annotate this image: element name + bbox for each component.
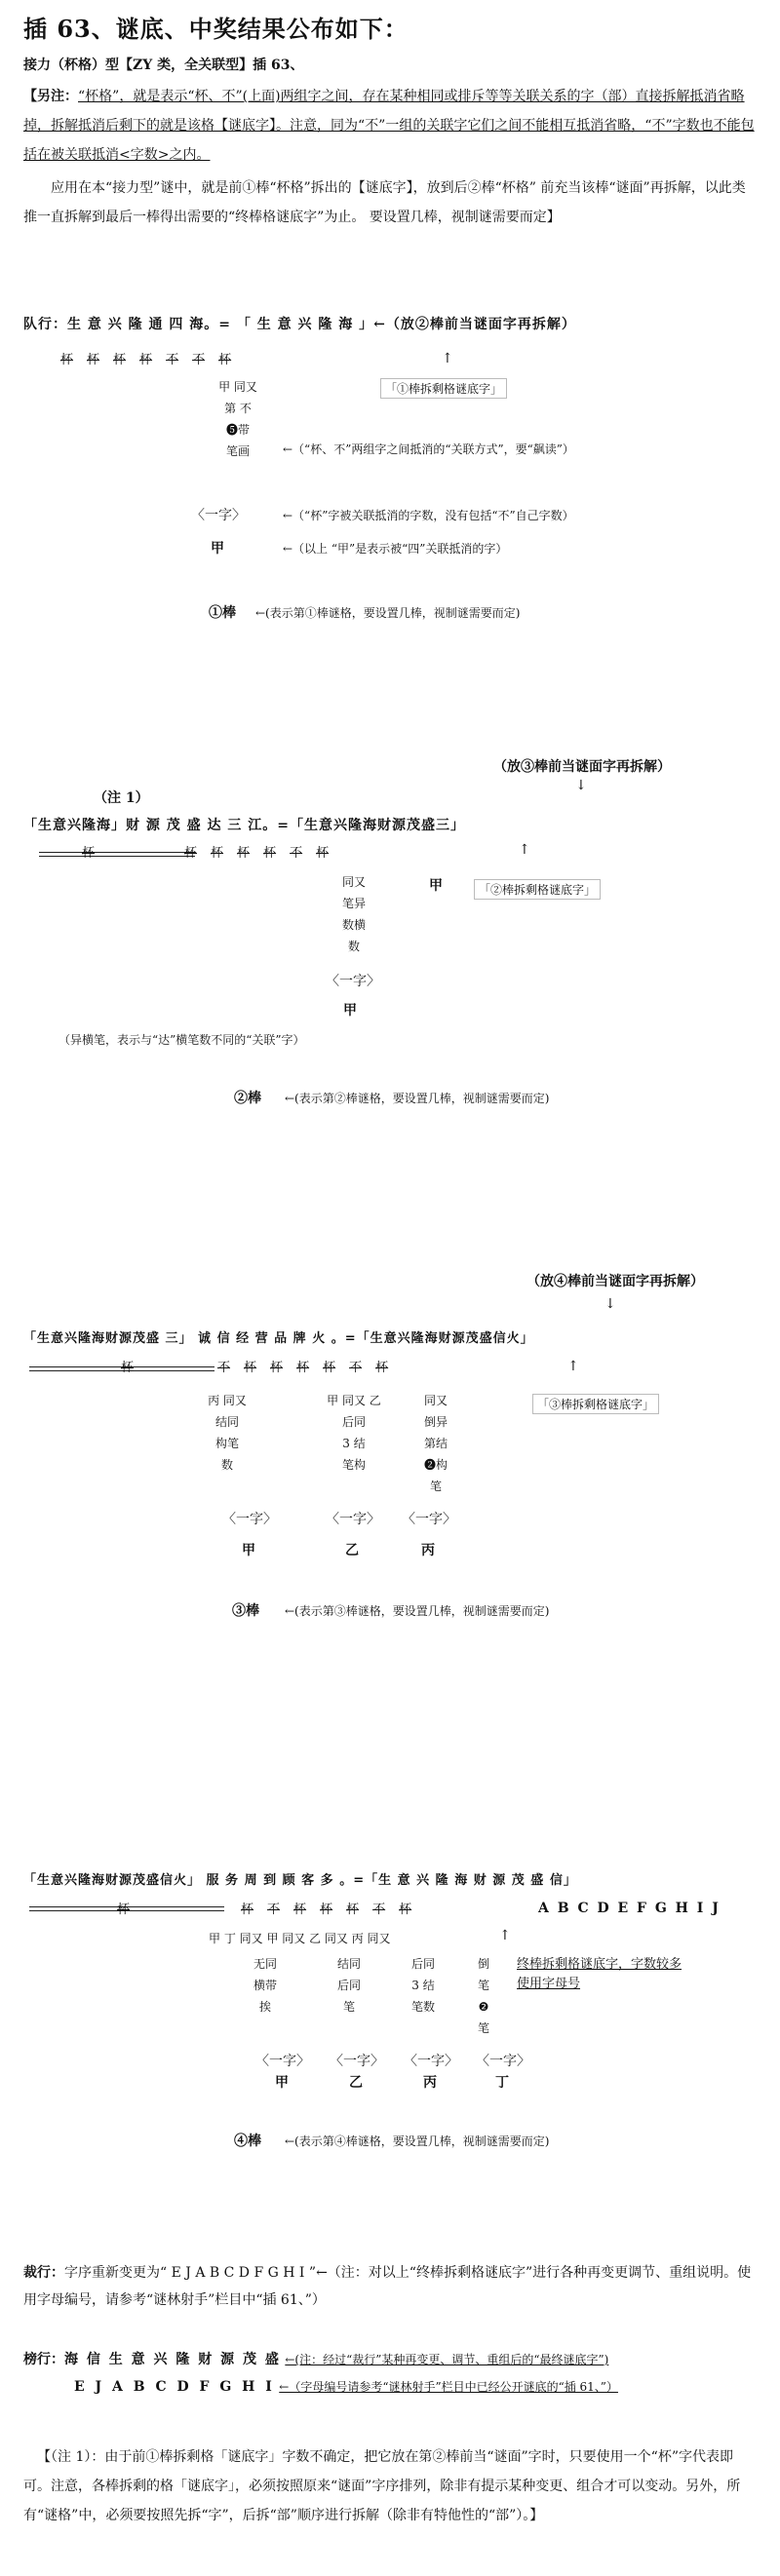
bang-note-2: ←（字母编号请参考“谜林射手”栏目中已经公开谜底的“插 61、”）: [279, 2380, 618, 2394]
s1-strike: 杯: [139, 353, 153, 367]
s3-col: [410, 1390, 462, 1497]
cai-text: 字序重新变更为“ E J A B C D F G H I ”←（注：对以上“终棒拆剩格谜底字”进行各种再变更调节、重组说明。使用字母编号，请参考“谜林射手”栏目中“插 61、”）: [23, 2265, 752, 2308]
s3-col: [310, 1390, 398, 1476]
s4-yizi: 〈一字〉: [255, 2054, 310, 2069]
s4-lead: 「生意兴隆海财源茂盛信火」 服 务 周 到 顾 客 多 。=「生 意 兴 隆 海 财 源 茂 盛 信」: [23, 1873, 577, 1888]
s1-strike: 杯: [87, 353, 100, 367]
s1-note-2: ←（“杯”字被关联抵消的字数，没有包括“不”自己字数）: [283, 509, 574, 522]
down-arrow: ↓: [575, 778, 587, 793]
s4-strike: 杯: [399, 1903, 412, 1917]
s2-row: 数横: [341, 918, 366, 932]
s4-cell: 笔: [477, 1979, 489, 1992]
s2-top-note: （放③棒前当谜面字再拆解）: [493, 759, 671, 775]
s1-strike: 不: [166, 353, 179, 367]
bang-line-2: [74, 2378, 618, 2395]
s3-yizi: 〈一字〉: [402, 1512, 456, 1527]
s4-yizi: 〈一字〉: [476, 2054, 530, 2069]
bang-label: 榜行：: [23, 2352, 64, 2367]
s4-end-note: ←(表示第④棒谜格，要设置几棒，视制谜需要而定): [285, 2134, 550, 2148]
s1-lead: 队行：生 意 兴 隆 通 四 海。= 「 生 意 兴 隆 海 」←（放②棒前当谜面字再拆解）: [23, 317, 576, 332]
s3-cell: 丙 同又: [208, 1394, 247, 1407]
s3-strike: 杯: [323, 1361, 336, 1375]
s4-letters: A B C D E F G H I J: [538, 1901, 721, 1916]
s4-col: [394, 1953, 452, 2018]
s4-cell: 后同: [336, 1979, 361, 1992]
s2-lead: 「生意兴隆海」财 源 茂 盛 达 三 江。=「生意兴隆海财源茂盛三」: [23, 818, 465, 833]
s3-cell: 甲 同又 乙: [327, 1394, 381, 1407]
s4-col: [330, 1953, 369, 2018]
s4-cell: 笔: [342, 2000, 355, 2014]
s4-cell: 无同: [253, 1957, 277, 1971]
s3-cell: 第结: [423, 1437, 448, 1450]
s2-strike: 杯: [237, 846, 251, 861]
s3-strike: 不: [349, 1361, 363, 1375]
s2-strike: 杯: [316, 846, 330, 861]
s2-rows: [330, 871, 378, 957]
s3-end-note: ←(表示第③棒谜格，要设置几棒，视制谜需要而定): [285, 1604, 550, 1618]
s1-end: ①棒: [209, 605, 236, 621]
s3-cell: 数: [220, 1458, 233, 1472]
s4-cell: 笔数: [410, 2000, 435, 2014]
s4-strike: 杯: [117, 1903, 131, 1917]
bang-line: [23, 2349, 608, 2368]
s1-strikes: [60, 349, 245, 367]
s3-cell: 后同: [341, 1415, 366, 1429]
s2-end-note: ←(表示第②棒谜格，要设置几棒，视制谜需要而定): [285, 1092, 550, 1105]
s3-name: 丙: [421, 1543, 435, 1558]
s3-strike: 不: [217, 1361, 231, 1375]
s2-strikes: [82, 842, 342, 861]
s2-row: 同又: [341, 875, 366, 889]
s4-col: [246, 1953, 285, 2018]
s1-strike: 杯: [218, 353, 232, 367]
note-text: “杯格”，就是表示“杯、不”(上面)两组字之间，存在某种相同或排斥等等关联关系的字（部）直接拆解抵消省略掉，拆解抵消后剩下的就是该格【谜底字】。注意，同为“不”一组的关联字它们之间不能相互抵消省略，“不”字数也不能包括在被关联抵消<字数>之内。: [23, 89, 755, 163]
s4-strike: 不: [267, 1903, 281, 1917]
s4-name: 丙: [423, 2075, 437, 2091]
s4-cell: 挨: [258, 2000, 271, 2014]
s3-name: 甲: [242, 1543, 255, 1558]
s1-strike: 杯: [60, 353, 74, 367]
s3-yizi: 〈一字〉: [222, 1512, 277, 1527]
s1-row: ❺带: [225, 423, 250, 437]
s1-end-note: ←(表示第①棒谜格，要设置几棒，视制谜需要而定): [255, 606, 521, 620]
intro-line: 接力（杯格）型【ZY 类，全关联型】插 63、: [23, 58, 304, 73]
s1-row: 笔画: [225, 444, 250, 458]
s1-note-3: ←（以上 “甲”是表示被“四”关联抵消的字）: [283, 542, 508, 556]
s3-box: 「③棒拆剩格谜底字」: [532, 1394, 659, 1414]
s2-strike: 杯: [184, 846, 198, 861]
s2-strike: 不: [290, 846, 303, 861]
s1-rows: [209, 376, 267, 462]
footer-note: 【（注 1）：由于前①棒拆剩格「谜底字」字数不确定，把它放在第②棒前当“谜面”字时，只要使用一个“杯”字代表即可。注意，各棒拆剩的格「谜底字」，必须按照原来“谜面”字序排列，除非有提示某种变更、组合才可以变动。另外，所有“谜格”中，必须要按照先拆“字”，后拆“部”顺序进行拆解（除非有特他性的“部”）。】: [23, 2449, 741, 2523]
s3-col: [193, 1390, 261, 1476]
s2-row: 笔异: [341, 897, 366, 910]
s3-strikes: [121, 1357, 402, 1375]
s1-jia: 甲: [211, 541, 224, 557]
s3-cell: 笔: [429, 1480, 442, 1493]
s2-zhu: （注 1）: [94, 790, 149, 806]
s4-col: [464, 1953, 503, 2039]
s4-strikes: [117, 1899, 425, 1917]
up-arrow: ↑: [499, 1928, 511, 1943]
s3-cell: 结同: [214, 1415, 239, 1429]
s2-jia2: 甲: [343, 1003, 357, 1019]
s4-strike: 杯: [293, 1903, 307, 1917]
up-arrow: ↑: [519, 842, 530, 858]
s2-strike: 杯: [82, 846, 96, 861]
s1-strike: 不: [192, 353, 206, 367]
s1-note-1: ←（“杯、不”两组字之间抵消的“关联方式”，要“飙读”）: [283, 442, 574, 456]
s4-name: 丁: [495, 2075, 509, 2091]
s4-end: ④棒: [234, 2134, 261, 2149]
s3-cell: 笔构: [341, 1458, 366, 1472]
s3-name: 乙: [345, 1543, 359, 1558]
s4-yizi: 〈一字〉: [330, 2054, 384, 2069]
bang-text: 海 信 生 意 兴 隆 财 源 茂 盛: [64, 2352, 281, 2367]
cai-paragraph: [23, 2259, 757, 2314]
s4-cell: 后同: [410, 1957, 435, 1971]
s3-top-note: （放④棒前当谜面字再拆解）: [526, 1274, 704, 1289]
s2-end: ②棒: [234, 1091, 261, 1106]
bang-letters: E J A B C D F G H I: [74, 2379, 275, 2395]
s3-yizi: 〈一字〉: [326, 1512, 380, 1527]
s4-cell: 横带: [253, 1979, 277, 1992]
s2-box: 「②棒拆剩格谜底字」: [474, 879, 601, 900]
s4-strike: 杯: [346, 1903, 360, 1917]
s3-strike: 杯: [244, 1361, 257, 1375]
app-paragraph: 应用在本“接力型”谜中，就是前①棒“杯格”拆出的【谜底字】，放到后②棒“杯格” 前充当该棒“谜面”再拆解，以此类推一直拆解到最后一棒得出需要的“终棒格谜底字”为止。 要设置几棒，视制谜需要而定】: [23, 180, 746, 225]
s2-yi-note: （异横笔，表示与“达”横笔数不同的“关联”字）: [58, 1033, 305, 1047]
s3-cell: 倒异: [423, 1415, 448, 1429]
s4-name: 甲: [275, 2075, 289, 2091]
cai-label: 裁行：: [23, 2265, 64, 2281]
s1-yizi: 〈一字〉: [191, 508, 246, 523]
s4-cell: 3 结: [411, 1979, 435, 1992]
s2-yizi: 〈一字〉: [326, 974, 380, 989]
s1-row: 第 不: [224, 402, 252, 415]
s3-strike: 杯: [296, 1361, 310, 1375]
s2-strike: 杯: [263, 846, 277, 861]
s2-row: 数: [347, 940, 360, 953]
up-arrow: ↑: [442, 351, 453, 366]
s3-cell: 同又: [423, 1394, 448, 1407]
s1-strike: 杯: [113, 353, 127, 367]
s3-strike: 杯: [270, 1361, 284, 1375]
s4-cell: 结同: [336, 1957, 361, 1971]
page-title: 插 63、谜底、中奖结果公布如下：: [23, 15, 409, 43]
s4-cell: 笔: [477, 2021, 489, 2035]
s1-box: 「①棒拆剩格谜底字」: [380, 378, 507, 399]
s3-end: ③棒: [232, 1603, 259, 1619]
s3-lead: 「生意兴隆海财源茂盛 三」 诚 信 经 营 品 牌 火 。=「生意兴隆海财源茂盛信火」: [23, 1331, 534, 1346]
s4-strike: 不: [372, 1903, 386, 1917]
note-label: 【另注：: [23, 89, 78, 104]
s3-cell: ❷构: [423, 1458, 448, 1472]
up-arrow: ↑: [567, 1359, 579, 1374]
s4-box: 终棒拆剩格谜底字，字数较多使用字母号: [517, 1957, 682, 1991]
s4-strike: 杯: [241, 1903, 254, 1917]
s4-strike: 杯: [320, 1903, 333, 1917]
s3-strike: 杯: [375, 1361, 389, 1375]
down-arrow: ↓: [604, 1296, 616, 1312]
s3-cell: 3 结: [342, 1437, 366, 1450]
note-paragraph: [23, 82, 757, 170]
s1-row: 甲 同又: [218, 380, 257, 394]
s4-yizi: 〈一字〉: [404, 2054, 458, 2069]
s2-strike: 杯: [211, 846, 224, 861]
s3-cell: 构笔: [214, 1437, 239, 1450]
s4-row1: 甲 丁 同又 甲 同又 乙 同又 丙 同又: [209, 1932, 391, 1945]
bang-note: ←(注：经过“裁行”某种再变更、调节、重组后的“最终谜底字”): [285, 2353, 609, 2366]
s2-jia: 甲: [429, 878, 443, 894]
s4-cell: 倒: [477, 1957, 489, 1971]
s3-strike: 杯: [121, 1361, 135, 1375]
s4-cell: ❷: [478, 2000, 489, 2014]
s4-name: 乙: [349, 2075, 363, 2091]
